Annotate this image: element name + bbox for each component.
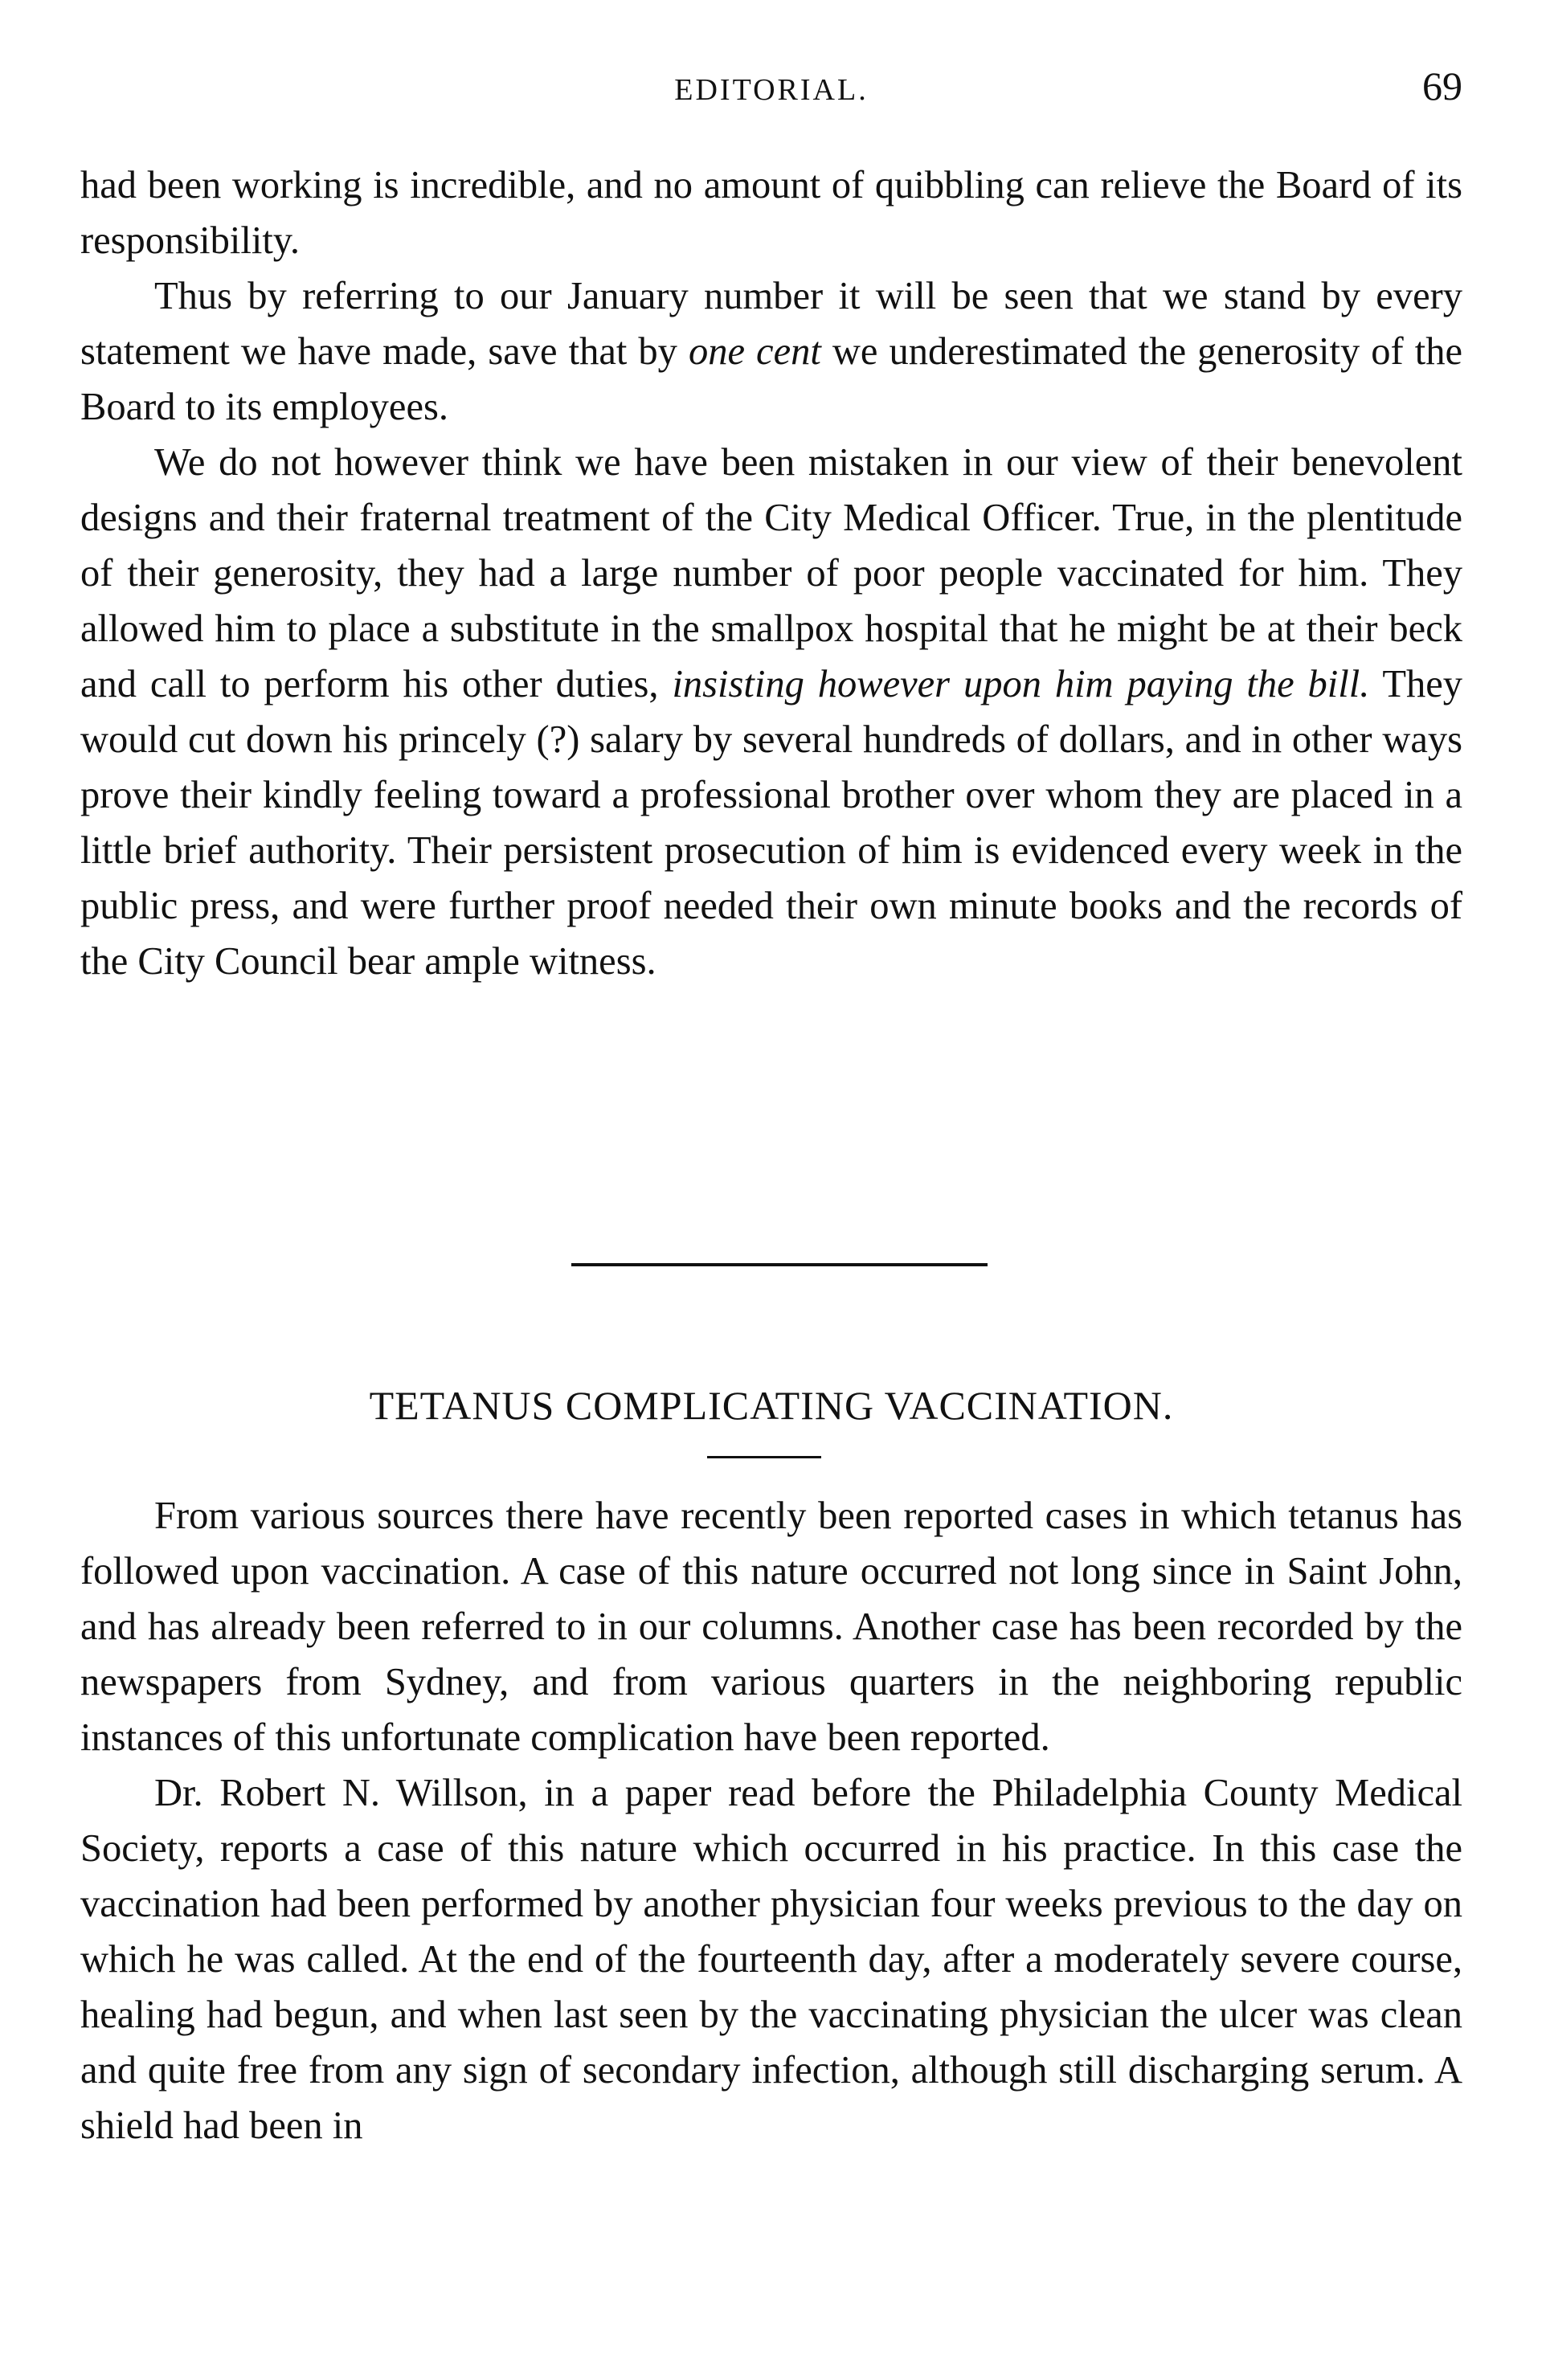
article-paragraph-1: From various sources there have recently been reported cases in which tetanus has followed upon vaccination. A case of this nature occurred not long since in Saint John, and has already been referred to in our columns. Another case has been recorded by the newspapers from Sydney, and from various quarters in the neighboring republic instances of this unfortunate complication have been reported. (80, 1495, 1462, 1759)
running-head (80, 63, 1462, 119)
editorial-continuation (80, 157, 1462, 989)
paragraph-text: We do not however think we have been mistaken in our view of their benevolent designs and their fraternal treatment of the City Medical Officer. True, in the plentitude of their generosity, they had a large number of poor people vaccinated for him. They allowed him to place a substitute in the smallpox hospital that he might be at their beck and call to perform his other duties, (80, 441, 1462, 705)
editorial-paragraph-3 (80, 435, 1462, 989)
page-number: 69 (1422, 63, 1462, 108)
article-body (80, 1488, 1462, 2153)
title-underline (707, 1456, 821, 1458)
article-paragraph-2: Dr. Robert N. Willson, in a paper read before the Philadelphia County Medical Society, reports a case of this nature which occurred in his practice. In this case the vaccination had been performed by another physician four weeks previous to the day on which he was called. At the end of the fourteenth day, after a moderately severe course, healing had begun, and when last seen by the vaccinating physician the ulcer was clean and quite free from any sign of secondary infection, although still discharging serum. A shield had been in (80, 1772, 1462, 2147)
paragraph-text: They would cut down his princely (?) salary by several hundreds of dollars, and in other ways prove their kindly feeling toward a professional brother over whom they are placed in a little brief authority. Their persistent prosecution of him is evidenced every week in the public press, and were further proof needed their own minute books and the records of the City Council bear ample witness. (80, 663, 1462, 983)
running-title: EDITORIAL. (674, 73, 869, 107)
italic-phrase: one cent (688, 330, 821, 373)
article-title: TETANUS COMPLICATING VACCINATION. (369, 1383, 1174, 1428)
italic-phrase: insisting however upon him paying the bill. (672, 663, 1370, 705)
paragraph-text: we underestimated the generosity of the Board to its employees. (80, 330, 1462, 428)
editorial-paragraph-1: had been working is incredible, and no amount of quibbling can relieve the Board of its responsibility. (80, 164, 1462, 262)
editorial-paragraph-2 (80, 268, 1462, 435)
paragraph-text: Thus by referring to our January number it will be seen that we stand by every statement we have made, save that by (80, 275, 1462, 373)
section-divider (571, 1263, 988, 1266)
